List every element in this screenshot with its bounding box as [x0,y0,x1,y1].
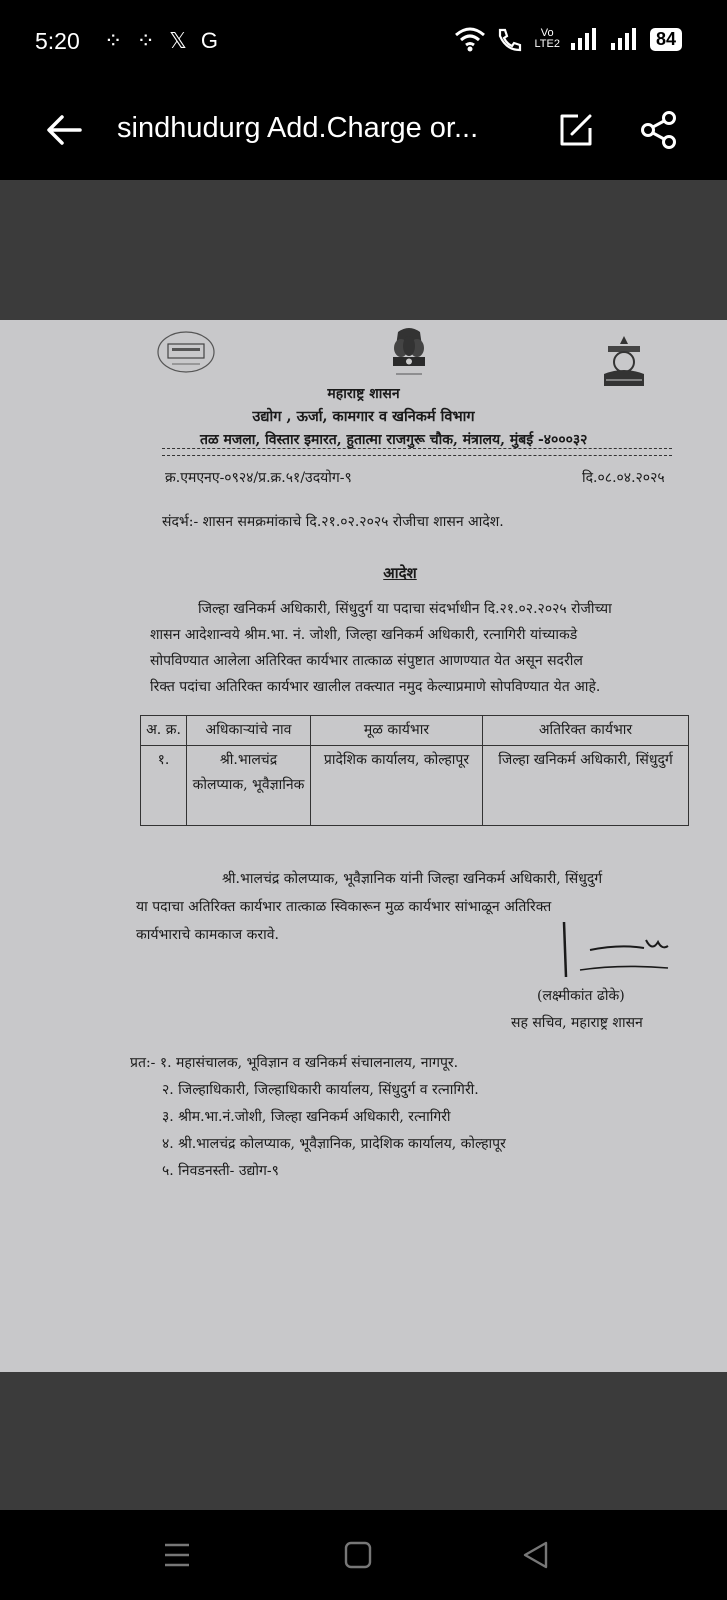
list-item: ३. श्रीम.भा.नं.जोशी, जिल्हा खनिकर्म अधिकारी, रत्नागिरी [162,1109,451,1125]
header-divider-2 [162,455,672,456]
body-line-3: सोपविण्यात आलेला अतिरिक्त कार्यभार तात्काळ संपुष्टात आणण्यात येत असून सदरील [150,653,583,669]
header-divider [162,448,672,449]
list-item: २. जिल्हाधिकारी, जिल्हाधिकारी कार्यालय, सिंधुदुर्ग व रत्नागिरी. [162,1082,479,1098]
national-emblem-icon [384,326,434,384]
status-bar [0,0,727,88]
department-name: उद्योग , ऊर्जा, कामगार व खनिकर्म विभाग [252,408,475,425]
department-address: तळ मजला, विस्तार इमारत, हुतात्मा राजगुरू चौक, मंत्रालय, मुंबई -४०००३२ [200,432,588,448]
closing-line-3: कार्यभाराचे कामकाज करावे. [136,927,279,943]
signatory-name: (लक्ष्मीकांत ढोके) [537,988,625,1004]
list-item: प्रत:- १. महासंचालक, भूविज्ञान व खनिकर्म संचालनालय, नागपूर. [130,1055,459,1071]
govt-name: महाराष्ट्र शासन [327,386,400,402]
document-viewer[interactable] [0,180,727,1510]
wifi-calling-icon [496,26,524,52]
document-title: sindhudurg Add.Charge or... [117,112,479,144]
table-header-row [141,716,689,746]
list-item: ४. श्री.भालचंद्र कोलप्याक, भूवैज्ञानिक, प्रादेशिक कार्यालय, कोल्हापूर [162,1136,506,1152]
status-time: 5:20 [35,28,80,54]
home-icon[interactable] [343,1540,373,1570]
navigation-bar [0,1510,727,1600]
maharashtra-seal-icon [598,334,650,390]
share-icon[interactable] [640,110,678,150]
cell-officer-name: श्री.भालचंद्र कोलप्याक, भूवैज्ञानिक [187,746,311,826]
back-icon[interactable] [521,1540,551,1570]
edit-icon[interactable] [558,112,594,148]
wifi-icon [454,26,486,52]
app-bar [0,88,727,180]
order-heading: आदेश [383,564,417,582]
body-line-2: शासन आदेशान्वये श्रीम.भा. नं. जोशी, जिल्हा खनिकर्म अधिकारी, रत्नागिरी यांच्याकडे [150,627,578,643]
charge-table [140,715,689,826]
cell-additional-charge: जिल्हा खनिकर्म अधिकारी, सिंधुदुर्ग [483,746,689,826]
body-line-4: रिक्त पदांचा अतिरिक्त कार्यभार खालील तक्त्यात नमुद केल्याप्रमाणे सोपविण्यात येत आहे. [150,679,601,695]
table-row [141,746,689,826]
header-original-charge: मूळ कार्यभार [311,716,483,746]
ministry-logo-icon [156,330,216,374]
closing-line-1: श्री.भालचंद्र कोलप्याक, भूवैज्ञानिक यांनी जिल्हा खनिकर्म अधिकारी, सिंधुदुर्ग [222,871,603,887]
body-line-1: जिल्हा खनिकर्म अधिकारी, सिंधुदुर्ग या पदाचा संदर्भाधीन दि.२१.०२.२०२५ रोजीच्या [198,601,612,617]
closing-line-2: या पदाचा अतिरिक्त कार्यभार तात्काळ स्विकारून मुळ कार्यभार सांभाळून अतिरिक्त [136,899,552,915]
header-additional-charge: अतिरिक्त कार्यभार [483,716,689,746]
signatory-designation: सह सचिव, महाराष्ट्र शासन [511,1015,643,1031]
reference-number: क्र.एमएनए-०९२४/प्र.क्र.५१/उदयोग-९ [165,470,352,486]
header-sr: अ. क्र. [141,716,187,746]
cell-original-charge: प्रादेशिक कार्यालय, कोल्हापूर [311,746,483,826]
copy-to-list [130,1050,506,1185]
notification-icons: ⁘ ⁘ 𝕏 G [104,28,223,53]
menu-icon[interactable] [162,1540,192,1570]
list-item: ५. निवडनस्ती- उद्योग-९ [162,1163,279,1179]
reference-line: संदर्भ:- शासन समक्रमांकाचे दि.२१.०२.२०२५ रोजीचा शासन आदेश. [162,514,504,530]
volte-indicator: Vo LTE2 [534,27,560,50]
order-date: दि.०८.०४.२०२५ [582,470,665,486]
system-status-icons [454,26,682,52]
battery-indicator: 84 [650,28,682,51]
header-officer-name: अधिकाऱ्यांचे नाव [187,716,311,746]
signal-sim2-icon [610,27,640,51]
document-page [0,320,727,1372]
back-arrow-icon[interactable] [44,110,84,150]
cell-sr: १. [141,746,187,826]
signal-sim1-icon [570,27,600,51]
signature-mark [560,912,680,982]
